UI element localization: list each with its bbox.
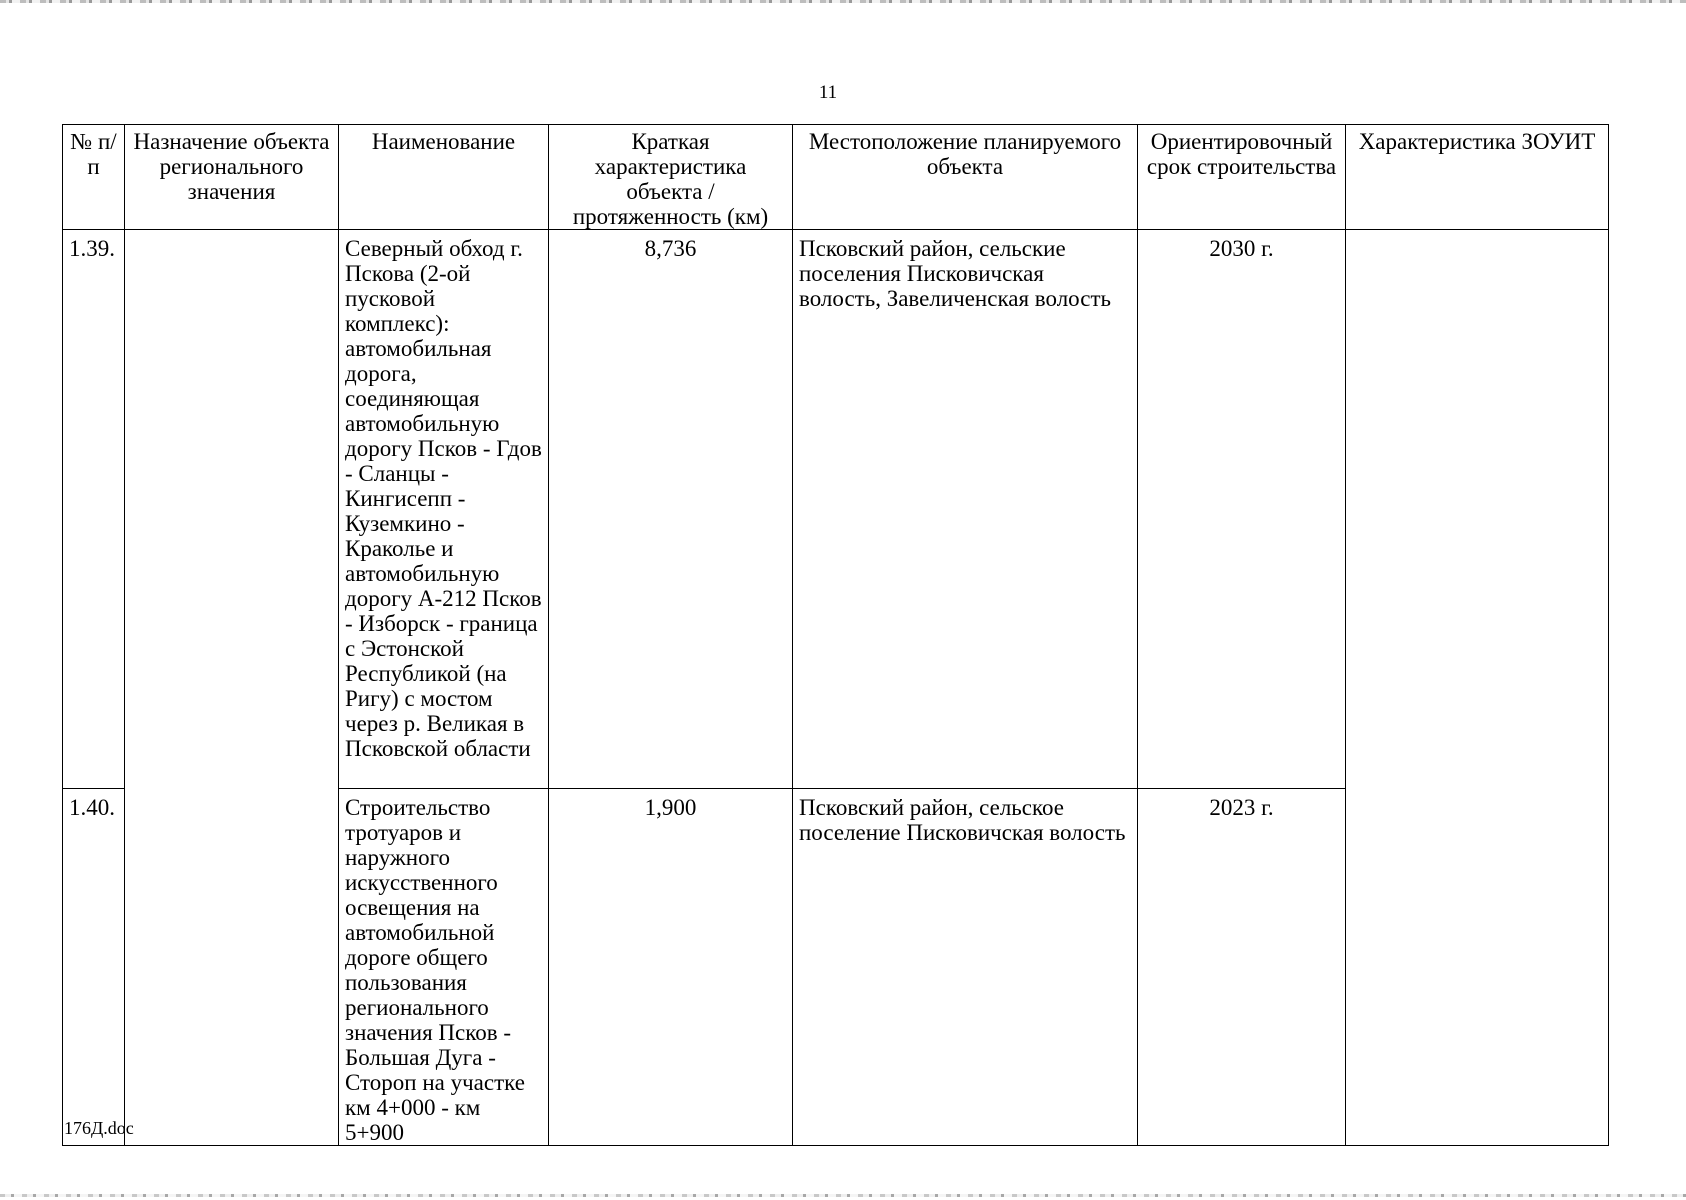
row-term: 2023 г.: [1138, 789, 1346, 1146]
table-row: [63, 230, 1609, 789]
row-name: Строительство тротуаров и наружного искусственного освещения на автомобильной дороге общего пользования регионального значения Псков - Большая Дуга - Стороп на участке км 4+000 - км 5+900: [339, 789, 549, 1146]
scan-edge-bottom: [0, 1194, 1686, 1197]
header-term: Ориентировочный срок строительства: [1138, 125, 1346, 230]
header-name: Наименование: [339, 125, 549, 230]
row-length: 1,900: [549, 789, 793, 1146]
footer-filename: 176Д.doc: [64, 1118, 134, 1138]
row-zouit: [1346, 230, 1609, 1146]
row-length: 8,736: [549, 230, 793, 789]
page-number: 11: [818, 82, 838, 103]
header-number: № п/п: [63, 125, 125, 230]
row-name: Северный обход г. Пскова (2-ой пусковой комплекс): автомобильная дорога, соединяющая автомобильную дорогу Псков - Гдов - Сланцы - Кингисепп - Куземкино - Краколье и автомобильную дорогу А-212 Псков - Изборск - граница с Эстонской Республикой (на Ригу) с мостом через р. Великая в Псковской области: [339, 230, 549, 789]
row-location: Псковский район, сельское поселение Писковичская волость: [793, 789, 1138, 1146]
row-number: 1.40.: [63, 789, 125, 1146]
row-number: 1.39.: [63, 230, 125, 789]
scan-edge-top: [0, 0, 1686, 3]
header-location: Местоположение планируемого объекта: [793, 125, 1138, 230]
row-location: Псковский район, сельские поселения Писковичская волость, Завеличенская волость: [793, 230, 1138, 789]
header-purpose: Назначение объекта регионального значения: [125, 125, 339, 230]
objects-table: [62, 124, 1609, 1146]
row-term: 2030 г.: [1138, 230, 1346, 789]
row-purpose: [125, 230, 339, 1146]
header-zouit: Характеристика ЗОУИТ: [1346, 125, 1609, 230]
table-header-row: [63, 125, 1609, 230]
header-length: Краткая характеристика объекта / протяженность (км): [549, 125, 793, 230]
